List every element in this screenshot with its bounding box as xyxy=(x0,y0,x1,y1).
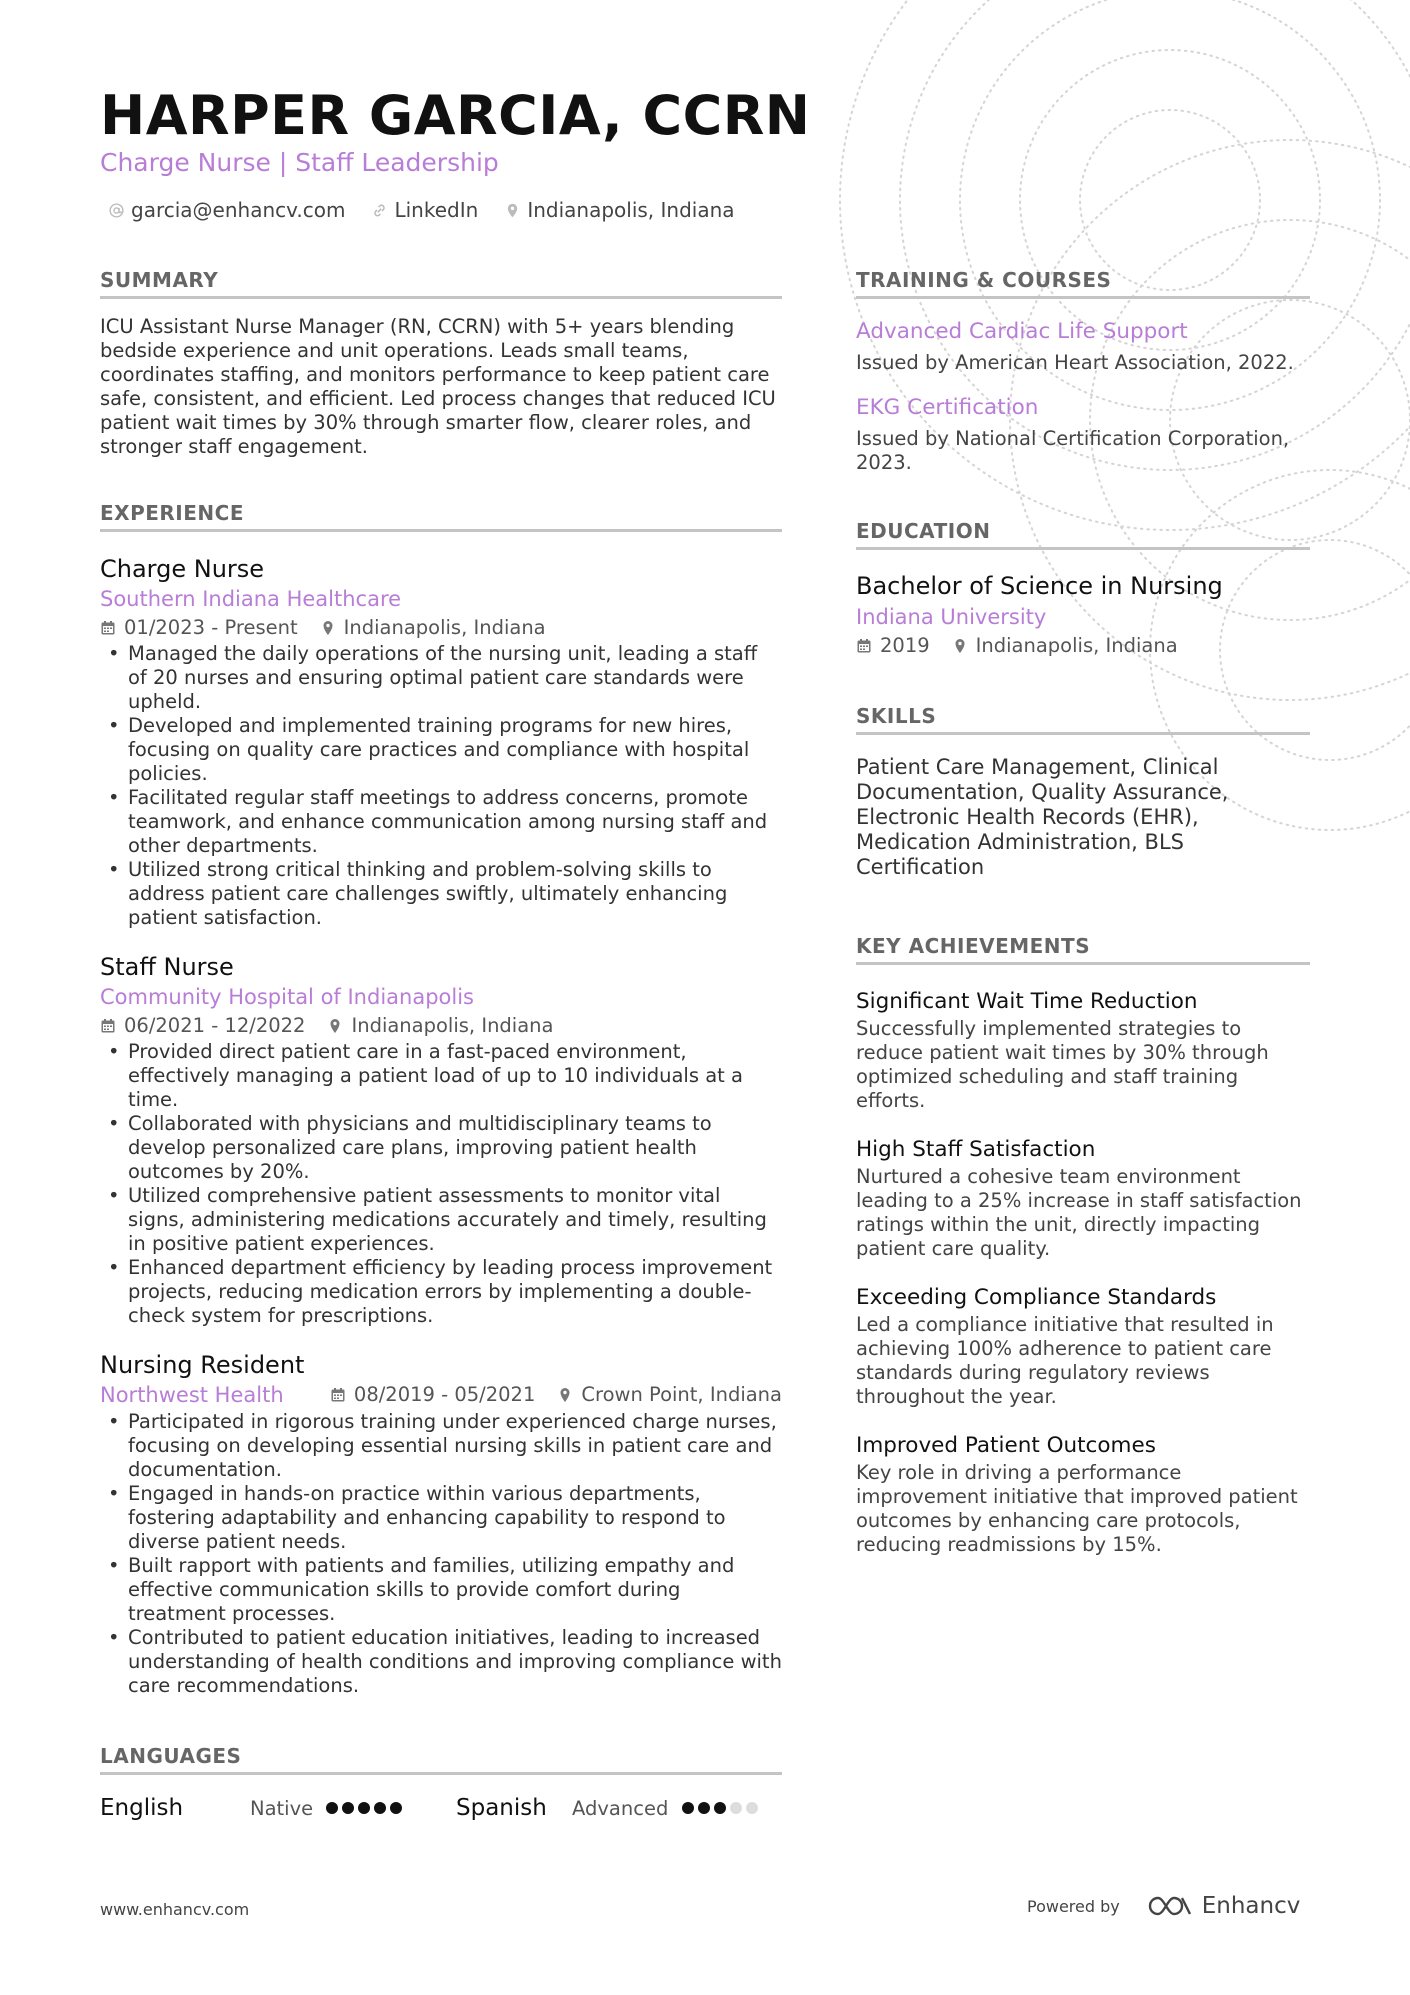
job-bullet: • Utilized comprehensive patient assessments to monitor vital signs, administering medications accurately and timely, resulting in positive patient experiences. xyxy=(100,1184,782,1256)
contact-location-text: Indianapolis, Indiana xyxy=(527,198,735,222)
skills-section xyxy=(856,704,1310,880)
language-rating xyxy=(326,1802,402,1814)
candidate-title: Charge Nurse | Staff Leadership xyxy=(100,148,499,177)
achievement-title: Exceeding Compliance Standards xyxy=(856,1285,1217,1310)
job-bullet: • Collaborated with physicians and multidisciplinary teams to develop personalized care plans, improving patient health outcomes by 20%. xyxy=(100,1112,782,1184)
job-bullets xyxy=(100,1040,782,1328)
link-icon xyxy=(371,202,388,219)
job-title: Charge Nurse xyxy=(100,555,265,583)
job-location-text: Indianapolis, Indiana xyxy=(343,616,546,639)
summary-text: ICU Assistant Nurse Manager (RN, CCRN) with 5+ years blending bedside experience and unit operations. Leads small teams, coordinates staffing, and monitors performance to keep patient care safe, consistent, and efficient. Led process changes that reduced ICU patient wait times by 30% through smarter flow, clearer roles, and stronger staff engagement. xyxy=(100,315,776,458)
rating-dot-filled xyxy=(326,1802,338,1814)
location-pin-icon xyxy=(320,620,336,636)
achievement-entry xyxy=(856,1431,1310,1557)
education-year xyxy=(856,632,930,660)
languages-heading: LANGUAGES xyxy=(100,1744,782,1775)
achievements-section xyxy=(856,934,1310,1557)
skills-text: Patient Care Management, Clinical Documentation, Quality Assurance, Electronic Health Records (EHR), Medication Administration, BLS Certification xyxy=(856,755,1229,879)
course-title: Advanced Cardiac Life Support xyxy=(856,319,1188,344)
location-pin-icon xyxy=(327,1018,343,1034)
course-description: Issued by National Certification Corporation, 2023. xyxy=(856,427,1290,474)
education-year-text: 2019 xyxy=(880,634,930,657)
right-column xyxy=(856,268,1310,1557)
language-name: English xyxy=(100,1795,184,1821)
job-bullets xyxy=(100,1410,782,1698)
job-meta xyxy=(100,1012,782,1040)
rating-dot-filled xyxy=(682,1802,694,1814)
job-entry xyxy=(100,554,782,930)
job-meta xyxy=(330,1381,782,1409)
job-bullet: • Built rapport with patients and families, utilizing empathy and effective communication skills to provide comfort during treatment processes. xyxy=(100,1554,782,1626)
skills-heading: SKILLS xyxy=(856,704,1310,735)
job-bullet: • Engaged in hands-on practice within various departments, fostering adaptability and enhancing capability to respond to diverse patient needs. xyxy=(100,1482,782,1554)
job-location xyxy=(557,1381,782,1409)
achievement-entry xyxy=(856,987,1310,1113)
job-location-text: Crown Point, Indiana xyxy=(581,1383,782,1406)
brand-name: Enhancv xyxy=(1201,1893,1301,1919)
education-degree: Bachelor of Science in Nursing xyxy=(856,572,1223,600)
education-school: Indiana University xyxy=(856,605,1047,629)
calendar-icon xyxy=(100,620,116,636)
job-meta xyxy=(100,614,782,642)
achievement-description: Led a compliance initiative that resulted in achieving 100% adherence to patient care standards during regulatory reviews throughout the year. xyxy=(856,1313,1274,1408)
job-title: Nursing Resident xyxy=(100,1351,305,1379)
rating-dot-filled xyxy=(714,1802,726,1814)
calendar-icon xyxy=(100,1018,116,1034)
job-location xyxy=(327,1012,553,1040)
job-bullet: • Facilitated regular staff meetings to address concerns, promote teamwork, and enhance communication among nursing staff and other departments. xyxy=(100,786,782,858)
location-pin-icon xyxy=(557,1387,573,1403)
language-level: Native xyxy=(250,1796,314,1820)
job-bullet: • Developed and implemented training programs for new hires, focusing on quality care practices and compliance with hospital policies. xyxy=(100,714,782,786)
candidate-name: HARPER GARCIA, CCRN xyxy=(100,84,811,147)
experience-section xyxy=(100,501,782,1698)
brand-logo[interactable] xyxy=(1146,1893,1301,1919)
job-dates xyxy=(330,1381,535,1409)
achievement-entry xyxy=(856,1283,1310,1409)
achievements-heading: KEY ACHIEVEMENTS xyxy=(856,934,1310,965)
footer-url[interactable]: www.enhancv.com xyxy=(100,1900,250,1919)
summary-section xyxy=(100,268,782,459)
rating-dot-filled xyxy=(698,1802,710,1814)
achievement-entry xyxy=(856,1135,1310,1261)
footer-brand xyxy=(1027,1893,1300,1919)
training-section xyxy=(856,268,1310,475)
summary-heading: SUMMARY xyxy=(100,268,782,299)
achievement-title: High Staff Satisfaction xyxy=(856,1137,1096,1162)
left-column xyxy=(100,268,782,1821)
location-pin-icon xyxy=(952,638,968,654)
languages-row xyxy=(100,1795,782,1821)
job-dates-text: 06/2021 - 12/2022 xyxy=(124,1014,306,1037)
rating-dot-filled xyxy=(342,1802,354,1814)
language-name: Spanish xyxy=(456,1795,547,1821)
job-title: Staff Nurse xyxy=(100,953,234,981)
achievement-description: Key role in driving a performance improvement initiative that improved patient outcomes by enhancing care protocols, reducing readmissions by 15%. xyxy=(856,1461,1298,1556)
job-bullet: • Enhanced department efficiency by leading process improvement projects, reducing medication errors by implementing a double-check system for prescriptions. xyxy=(100,1256,782,1328)
job-bullet: • Managed the daily operations of the nursing unit, leading a staff of 20 nurses and ensuring optimal patient care standards were upheld. xyxy=(100,642,782,714)
job-bullet: • Provided direct patient care in a fast-paced environment, effectively managing a patient load of up to 10 individuals at a time. xyxy=(100,1040,782,1112)
job-dates xyxy=(100,614,298,642)
enhancv-logo-icon xyxy=(1146,1893,1194,1919)
course-description: Issued by American Heart Association, 2022. xyxy=(856,351,1294,374)
achievement-title: Improved Patient Outcomes xyxy=(856,1433,1156,1458)
course-entry xyxy=(856,317,1310,375)
contact-location xyxy=(504,198,734,222)
education-meta xyxy=(856,632,1310,660)
job-dates-text: 01/2023 - Present xyxy=(124,616,298,639)
languages-section xyxy=(100,1744,782,1821)
language-level: Advanced xyxy=(572,1796,669,1820)
rating-dot-empty xyxy=(746,1802,758,1814)
resume-page xyxy=(100,0,1310,1995)
job-entry xyxy=(100,952,782,1328)
achievement-description: Successfully implemented strategies to reduce patient wait times by 30% through optimized scheduling and staff training efforts. xyxy=(856,1017,1269,1112)
job-company: Southern Indiana Healthcare xyxy=(100,587,402,611)
course-entry xyxy=(856,393,1310,475)
location-pin-icon xyxy=(504,202,521,219)
at-icon xyxy=(108,202,125,219)
rating-dot-filled xyxy=(374,1802,386,1814)
rating-dot-filled xyxy=(358,1802,370,1814)
job-bullets xyxy=(100,642,782,930)
job-location-text: Indianapolis, Indiana xyxy=(351,1014,554,1037)
job-entry xyxy=(100,1350,782,1698)
job-company-row xyxy=(100,1380,782,1410)
training-heading: TRAINING & COURSES xyxy=(856,268,1310,299)
achievement-description: Nurtured a cohesive team environment leading to a 25% increase in staff satisfaction ratings within the unit, directly impacting patient care quality. xyxy=(856,1165,1302,1260)
rating-dot-filled xyxy=(390,1802,402,1814)
job-bullet: • Participated in rigorous training under experienced charge nurses, focusing on developing essential nursing skills in patient care and documentation. xyxy=(100,1410,782,1482)
contact-list xyxy=(108,198,735,222)
job-bullet: • Contributed to patient education initiatives, leading to increased understanding of health conditions and improving compliance with care recommendations. xyxy=(100,1626,782,1698)
job-dates xyxy=(100,1012,305,1040)
job-company: Northwest Health xyxy=(100,1383,284,1407)
job-company: Community Hospital of Indianapolis xyxy=(100,985,474,1009)
contact-email-text: garcia@enhancv.com xyxy=(131,198,346,222)
job-location xyxy=(320,614,546,642)
rating-dot-empty xyxy=(730,1802,742,1814)
education-location-text: Indianapolis, Indiana xyxy=(975,634,1178,657)
powered-by-label: Powered by xyxy=(1027,1896,1120,1916)
job-dates-text: 08/2019 - 05/2021 xyxy=(353,1383,536,1406)
job-bullet: • Utilized strong critical thinking and problem-solving skills to address patient care challenges swiftly, ultimately enhancing patient satisfaction. xyxy=(100,858,782,930)
calendar-icon xyxy=(330,1387,346,1403)
education-section xyxy=(856,519,1310,660)
contact-email[interactable] xyxy=(108,198,345,222)
contact-linkedin[interactable] xyxy=(371,198,478,222)
experience-heading: EXPERIENCE xyxy=(100,501,782,532)
course-title: EKG Certification xyxy=(856,395,1039,420)
language-rating xyxy=(682,1802,758,1814)
calendar-icon xyxy=(856,638,872,654)
education-location xyxy=(952,632,1178,660)
contact-linkedin-text: LinkedIn xyxy=(394,198,479,222)
achievement-title: Significant Wait Time Reduction xyxy=(856,989,1198,1014)
education-heading: EDUCATION xyxy=(856,519,1310,550)
